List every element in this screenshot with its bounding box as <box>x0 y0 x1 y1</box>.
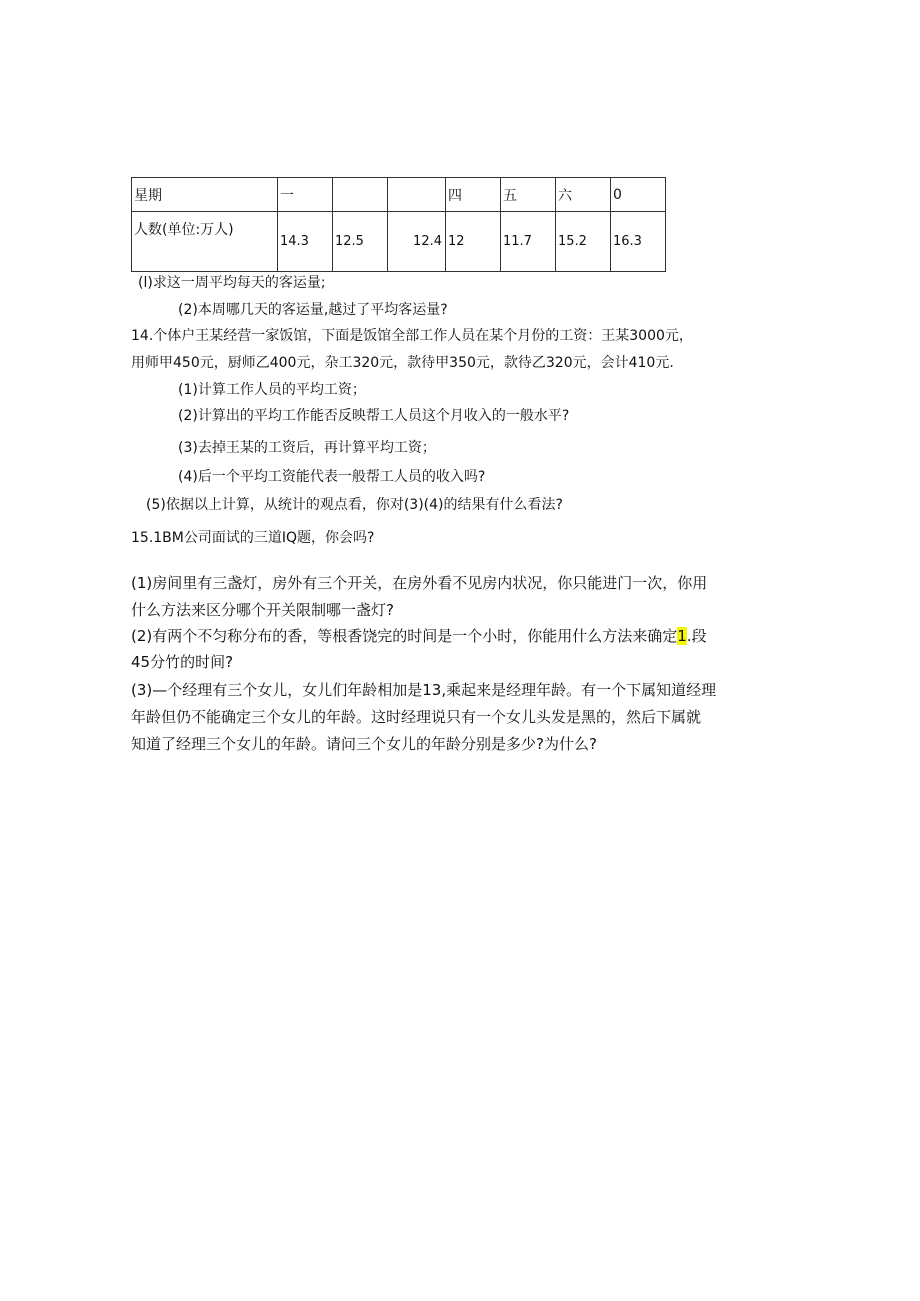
table-day-cell: 四 <box>446 178 501 212</box>
table-day-cell: 五 <box>501 178 556 212</box>
q14-stem-line2: 用师甲450元，厨师乙400元，杂工320元，款待甲350元，款待乙320元，会计410元. <box>131 355 674 371</box>
table-value-row <box>132 212 666 272</box>
q15-p3-line1: (3)—个经理有三个女儿，女儿们年龄相加是13,乘起来是经理年龄。有一个下属知道经理 <box>131 681 717 699</box>
q15-p1-line2: 什么方法来区分哪个开关限制哪一盏灯? <box>131 601 394 619</box>
table-day-cell <box>333 178 388 212</box>
q15-p2-line2: 45分竹的时间? <box>131 653 234 671</box>
q15-p3-line2: 年龄但仍不能确定三个女儿的年龄。这时经理说只有一个女儿头发是黑的，然后下属就 <box>131 708 702 726</box>
table-value-cell: 16.3 <box>611 212 666 272</box>
table-day-cell <box>388 178 446 212</box>
q14-sub5: (5)依据以上计算，从统计的观点看，你对(3)(4)的结果有什么看法? <box>146 497 563 513</box>
q14-sub2: (2)计算出的平均工作能否反映帮工人员这个月收入的一般水平? <box>178 408 570 424</box>
q14-sub1: (1)计算工作人员的平均工资； <box>178 382 366 398</box>
q15-title: 15.1BM公司面试的三道IQ题，你会吗? <box>131 530 375 546</box>
q15-p3-line3: 知道了经理三个女儿的年龄。请问三个女儿的年龄分别是多少?为什么? <box>131 735 597 753</box>
q14-sub3: (3)去掉王某的工资后，再计算平均工资； <box>178 440 436 456</box>
q15-p2-line1-tail: .段 <box>686 627 707 645</box>
table-header-label: 星期 <box>132 178 278 212</box>
highlighted-text: 1 <box>677 627 687 645</box>
table-day-cell: 一 <box>278 178 333 212</box>
table-value-cell: 12.4 <box>388 212 446 272</box>
q15-p2-line1-text: (2)有两个不匀称分布的香，等根香饶完的时间是一个小时，你能用什么方法来确定 <box>131 627 678 645</box>
q15-p1-line1: (1)房间里有三盏灯，房外有三个开关，在房外看不见房内状况，你只能进门一次，你用 <box>131 574 708 592</box>
table-header-row <box>132 178 666 212</box>
q14-sub4: (4)后一个平均工资能代表一般帮工人员的收入吗? <box>178 469 486 485</box>
table-value-cell: 15.2 <box>556 212 611 272</box>
q14-stem-line1: 14.个体户王某经营一家饭馆，下面是饭馆全部工作人员在某个月份的工资：王某3000元， <box>131 328 693 344</box>
table-day-cell: 0 <box>611 178 666 212</box>
table-value-cell: 12.5 <box>333 212 388 272</box>
table-value-cell: 11.7 <box>501 212 556 272</box>
q13-sub1: (l)求这一周平均每天的客运量; <box>138 275 326 291</box>
table-row-label: 人数(单位:万人) <box>132 212 278 272</box>
ridership-table <box>131 177 666 272</box>
q15-p2-line1 <box>131 626 707 646</box>
table-day-cell: 六 <box>556 178 611 212</box>
q13-sub2: (2)本周哪几天的客运量,越过了平均客运量? <box>178 302 448 318</box>
table-value-cell: 12 <box>446 212 501 272</box>
table-value-cell: 14.3 <box>278 212 333 272</box>
